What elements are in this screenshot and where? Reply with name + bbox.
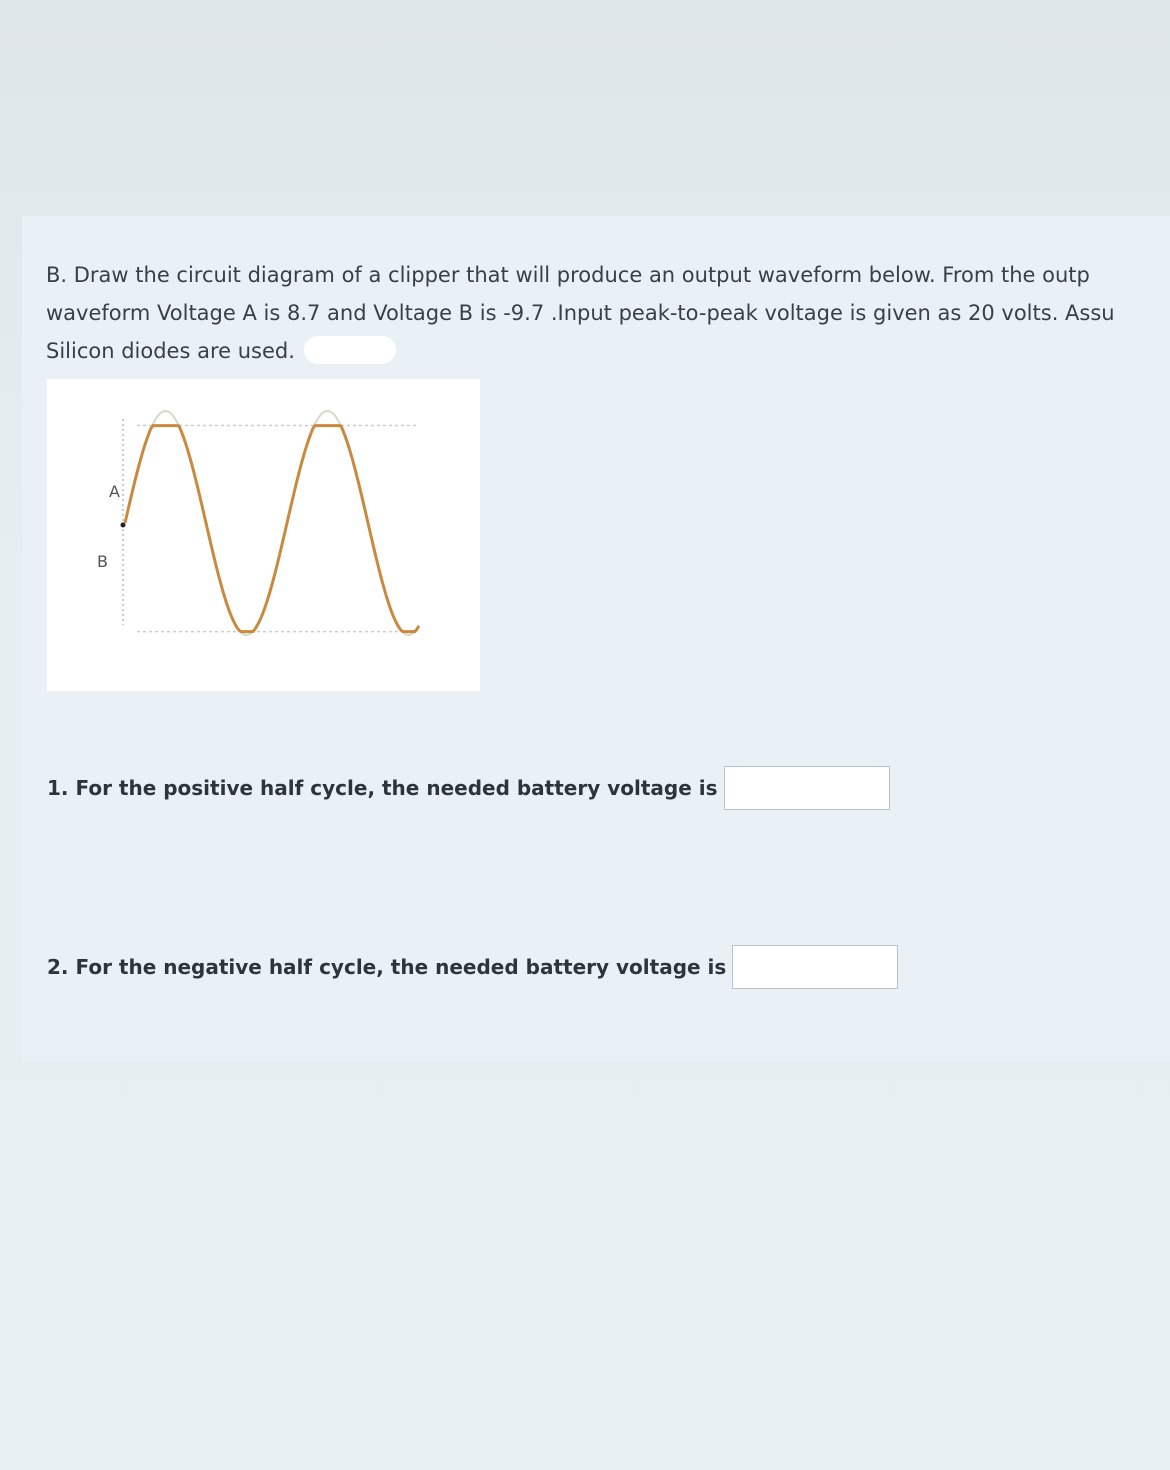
redaction-smudge <box>304 336 396 364</box>
question-item-2 <box>47 945 898 989</box>
question-line-3 <box>46 332 1170 370</box>
label-b: B <box>97 552 108 571</box>
question-item-1-label: 1. For the positive half cycle, the needed battery voltage is <box>47 776 718 800</box>
input-sine-wave <box>125 411 419 635</box>
origin-marker <box>121 523 126 528</box>
question-line-2: waveform Voltage A is 8.7 and Voltage B is -9.7 .Input peak-to-peak voltage is given as 20 volts. Assu <box>46 301 1115 325</box>
waveform-diagram <box>47 379 480 691</box>
label-a: A <box>109 482 120 501</box>
answer-input-1[interactable] <box>724 766 890 810</box>
question-line-3-text: Silicon diodes are used. <box>46 339 302 363</box>
question-text <box>46 256 1170 376</box>
answer-input-2[interactable] <box>732 945 898 989</box>
question-card <box>22 216 1170 1061</box>
waveform-figure <box>47 379 480 691</box>
clipped-output-wave <box>125 426 419 632</box>
question-line-1: B. Draw the circuit diagram of a clipper that will produce an output waveform below. From the outp <box>46 263 1090 287</box>
question-item-1 <box>47 766 890 810</box>
question-item-2-label: 2. For the negative half cycle, the needed battery voltage is <box>47 955 727 979</box>
